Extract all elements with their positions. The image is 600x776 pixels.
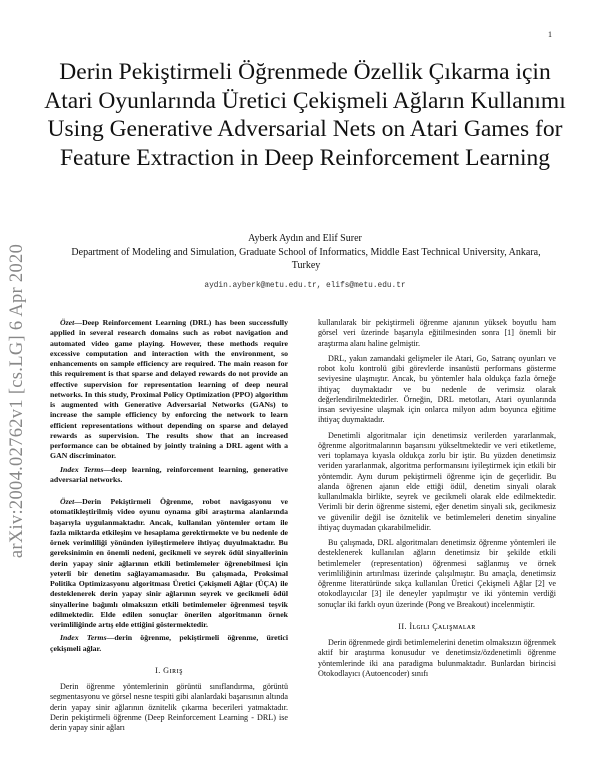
left-column	[50, 318, 288, 738]
right-column	[318, 318, 556, 684]
section-heading-related-work: II. İʟɢɪʟɪ Çᴀʟɪşᴍᴀʟᴀʀ	[398, 621, 476, 631]
abstract-text: —Deep Reinforcement Learning (DRL) has been successfully applied in several research domains such as robot navigation and automated video game playing. However, these methods require excessive computation and interaction with the environment, so enhancements on sample efficiency are required. The main reason for this requirement is that sparse and delayed rewards do not provide an effective supervision for representation learning of deep neural networks. In this study, Proximal Policy Optimization (PPO) algorithm is augmented with Generative Adversarial Networks (GANs) to increase the sample efficiency by enforcing the network to learn efficient representations without depending on sparse and delayed rewards as supervision. The results show that an increased performance can be obtained by jointly training a DRL agent with a GAN discriminator.	[50, 318, 288, 461]
abstract-label: Özet	[60, 497, 75, 506]
body-paragraph: kullanılarak bir pekiştirmeli öğrenme ajanının yüksek boyutlu ham görsel veri üzerinde başarıyla eğitilmesinden sonra [1] önemli bir araştırma alanı haline gelmiştir.	[318, 318, 556, 348]
affiliation: Department of Modeling and Simulation, Graduate School of Informatics, Middle East Technical University, Ankara, Turkey	[71, 247, 541, 271]
index-terms-label: Index Terms	[60, 464, 104, 474]
index-terms-text: —derin öğrenme, pekiştirmeli öğrenme, üretici çekişmeli ağlar.	[50, 633, 289, 653]
paper-title	[40, 58, 570, 172]
abstract-label: Özet	[60, 318, 75, 327]
section-heading-introduction: I. Gɪʀɪş	[155, 665, 183, 675]
body-paragraph: Derin öğrenme yöntemlerinin görüntü sınıflandırma, görüntü segmentasyonu ve görsel nesne tespiti gibi alanlardaki başarısının altında derin yapay sinir ağlarının öznitelik çıkarma becerileri yatmaktadır. Derin pekiştirmeli öğrenme (Deep Reinforcement Learning - DRL) ise derin yapay sinir ağları	[50, 682, 288, 732]
body-paragraph: DRL, yakın zamandaki gelişmeler ile Atari, Go, Satranç oyunları ve robot kolu kontrolü gibi görevlerde insanüstü performans gösterme seviyesine ulaşmıştır. Ancak, bu yöntemler hala oldukça fazla örneğe ihtiyaç duymaktadır ve bu nedenle de verimsiz olarak değerlendirilmektedirler. Örneğin, DRL metotları, Atari oyunlarında insan seviyesine ulaşmak için onlarca milyon adım boyunca eğitime ihtiyaç duymaktadır.	[318, 353, 556, 425]
title-english: Using Generative Adversarial Nets on Atari Games for Feature Extraction in Deep Reinforcement Learning	[47, 116, 563, 171]
index-terms-text: —deep learning, reinforcement learning, generative adversarial networks.	[50, 464, 288, 484]
abstract-text: —Derin Pekiştirmeli Öğrenme, robot navigasyonu ve otomatikleştirilmiş video oyunu oynama gibi araştırma alanlarında başarıyla uygulanmaktadır. Ancak, kullanılan yöntemler ortam ile fazla miktarda etkileşim ve hesaplama gerektirmekte ve bu nedenle de örnek verimliliği yönünden iyileştirmelere ihtiyaç duyulmaktadır. Bu gereksinimin en önemli nedeni, gecikmeli ve seyrek ödül sinyallerinin derin yapay sinir ağlarının etkili betimlemeler öğrenebilmesi için yeterli bir denetim sağlayamamasıdır. Bu çalışmada, Proksimal Politika Optimizasyonu algoritması Üretici Çekişmeli Ağlar (ÜÇA) ile desteklenerek derin yapay sinir ağlarının seyrek ve gecikmeli ödül sinyallerine bağımlı olmaksızın etkili betimlemeler öğrenmesi teşvik edilmektedir. Elde edilen sonuçlar önerilen algoritmanın örnek verimliliğinde artış elde ettiğini göstermektedir.	[50, 497, 288, 629]
authors: Ayberk Aydın and Elif Surer	[248, 233, 362, 244]
body-paragraph: Denetimli algoritmalar için denetimsiz verilerden yararlanmak, öğrenme algoritmalarının başarısını yükseltmektedir ve veri etiketleme, veri toplamaya kıyasla oldukça zorlu bir iştir. Bu yüzden denetimsiz veriden yararlanmak, algoritma performansını iyileştirmek için etkili bir yöntemdir. Aynı durum pekiştirmeli öğrenme için de geçerlidir. Bu alanda öğrenen ajanın elde ettiği ödül, denetim sinyali olarak kullanılmakla birlikte, seyrek ve gecikmeli olarak elde edilmektedir. Verimli bir derin öğrenme sistemi, eğer denetim sinyali sık, gecikmesiz ve güvenilir değil ise öznitelik ve betimlemeleri denetim sinyaline ihtiyaç duymadan çıkarabilmelidir.	[318, 430, 556, 532]
page-number: 1	[548, 30, 552, 39]
author-emails: aydin.ayberk@metu.edu.tr, elifs@metu.edu.tr	[204, 282, 406, 290]
title-turkish: Derin Pekiştirmeli Öğrenmede Özellik Çıkarma için Atari Oyunlarında Üretici Çekişmeli Ağların Kullanımı	[44, 59, 566, 114]
index-terms-turkish	[50, 633, 288, 654]
abstract-english	[50, 318, 288, 462]
body-paragraph: Bu çalışmada, DRL algoritmaları denetimsiz öğrenme yöntemleri ile desteklenerek kullanılan ağların denetimsiz bir şekilde etkili betimlemeler (representation) öğrenmesi sağlanmış ve örnek verimliliğinin artırılması üzerinde çalışılmıştır. Bu amaçla, denetimsiz öğrenme literatüründe sıkça kullanılan Üretici Çekişmeli Ağlar [2] ve otokodlayıcılar [3] ile deneyler yapılmıştır ve iki yöntemin verdiği sonuçlar iki farklı oyun üzerinde (Pong ve Breakout) incelenmiştir.	[318, 538, 556, 609]
abstract-turkish	[50, 497, 288, 630]
arxiv-identifier: arXiv:2004.02762v1 [cs.LG] 6 Apr 2020	[7, 243, 27, 559]
index-terms-english	[50, 465, 288, 486]
body-paragraph: Derin öğrenmede girdi betimlemelerini denetim olmaksızın öğrenmek aktif bir araştırma konusudur ve denetimsiz/özdenetimli öğrenme yöntemlerinde iki ana paradigma bulunmaktadır. Bunlardan birincisi Otokodlayıcı (Autoencoder) sınıfı	[318, 638, 556, 678]
index-terms-label: Index Terms	[60, 633, 107, 643]
